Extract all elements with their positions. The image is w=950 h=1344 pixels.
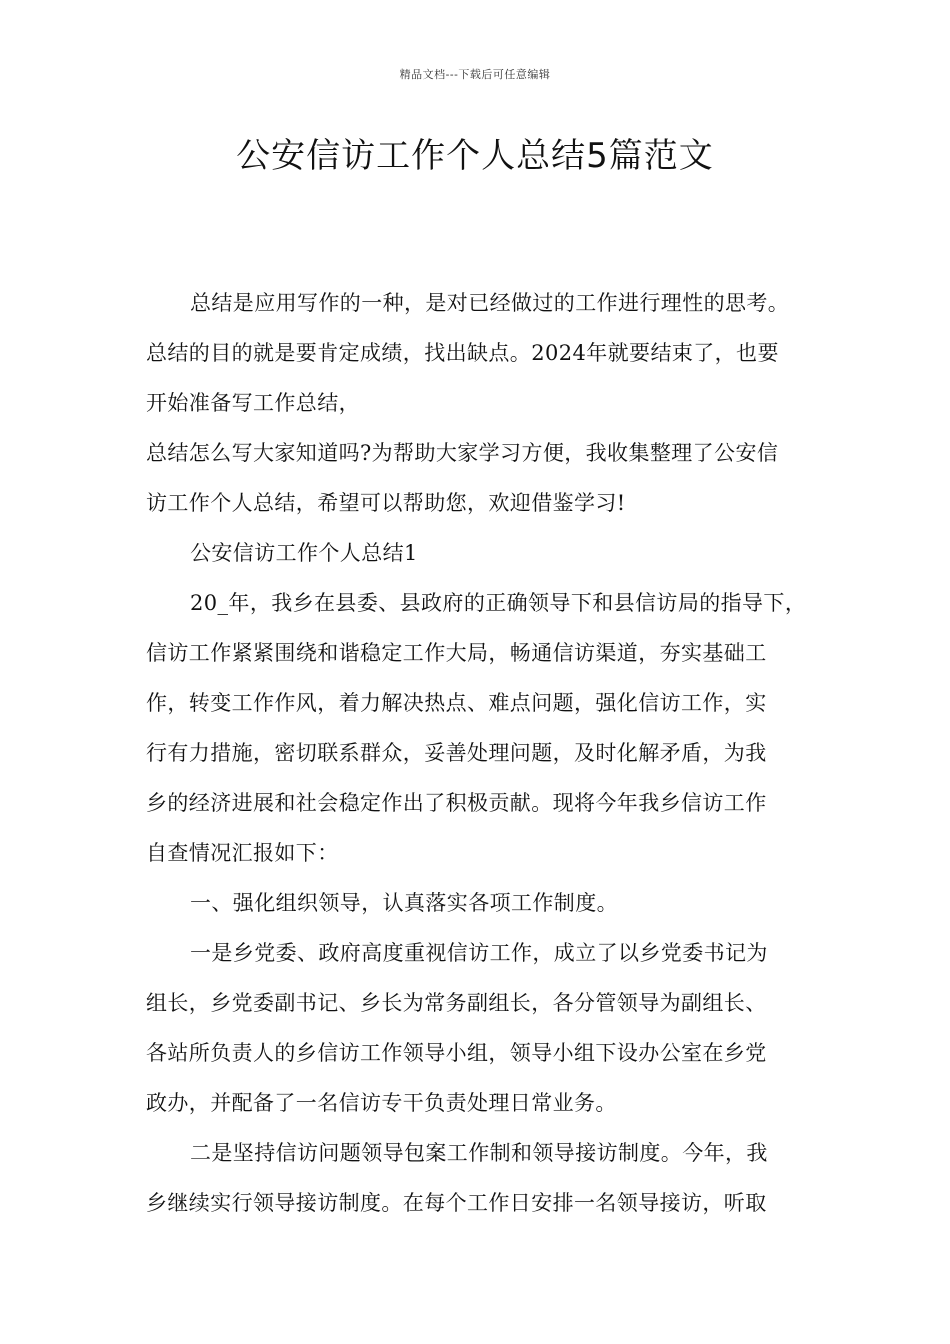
text-line: 二是坚持信访问题领导包案工作制和领导接访制度。今年，我 [190,1141,768,1165]
text-line: 自查情况汇报如下： [146,841,339,865]
text-line: 乡继续实行领导接访制度。在每个工作日安排一名领导接访，听取 [146,1191,767,1215]
document-title: 公安信访工作个人总结5篇范文 [236,136,714,176]
text-line: 一是乡党委、政府高度重视信访工作，成立了以乡党委书记为 [190,941,768,965]
text-line: 公安信访工作个人总结1 [190,541,418,565]
text-line: 访工作个人总结，希望可以帮助您，欢迎借鉴学习! [146,491,626,515]
text-line: 20_年，我乡在县委、县政府的正确领导下和县信访局的指导下， [190,591,807,615]
text-line: 组长，乡党委副书记、乡长为常务副组长，各分管领导为副组长、 [146,991,767,1015]
text-line: 信访工作紧紧围绕和谐稳定工作大局，畅通信访渠道，夯实基础工 [146,641,767,665]
text-line: 行有力措施，密切联系群众，妥善处理问题，及时化解矛盾，为我 [146,741,767,765]
text-line: 一、强化组织领导，认真落实各项工作制度。 [190,891,618,915]
text-line: 总结的目的就是要肯定成绩，找出缺点。2024年就要结束了，也要 [146,341,779,365]
text-line: 总结怎么写大家知道吗?为帮助大家学习方便，我收集整理了公安信 [146,441,779,465]
text-line: 各站所负责人的乡信访工作领导小组，领导小组下设办公室在乡党 [146,1041,767,1065]
text-line: 乡的经济进展和社会稳定作出了积极贡献。现将今年我乡信访工作 [146,791,767,815]
text-line: 开始准备写工作总结， [146,391,360,415]
text-line: 总结是应用写作的一种，是对已经做过的工作进行理性的思考。 [190,291,790,315]
text-line: 政办，并配备了一名信访专干负责处理日常业务。 [146,1091,617,1115]
text-line: 作，转变工作作风，着力解决热点、难点问题，强化信访工作，实 [146,691,767,715]
document-body [146,278,826,1228]
header-note: 精品文档---下载后可任意编辑 [399,68,551,81]
